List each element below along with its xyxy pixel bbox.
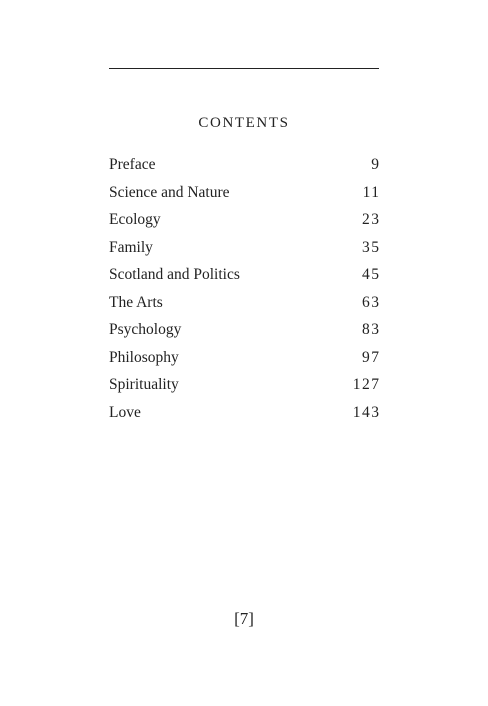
toc-entry-title: Science and Nature xyxy=(109,183,230,201)
toc-entry-page: 127 xyxy=(352,376,381,393)
toc-entry-love xyxy=(109,404,379,432)
toc-entry-page: 35 xyxy=(362,238,381,256)
toc-entry-ecology xyxy=(109,211,379,239)
toc-entry-title: Philosophy xyxy=(109,348,179,366)
toc-entry-page: 63 xyxy=(362,293,381,311)
toc-entry-family xyxy=(109,239,379,267)
toc-entry-page: 83 xyxy=(362,321,381,338)
toc-entry-the-arts xyxy=(109,294,379,322)
toc-entry-page: 23 xyxy=(362,211,381,228)
contents-heading: CONTENTS xyxy=(198,115,290,131)
toc-entry-scotland-and-politics xyxy=(109,266,379,294)
toc-entry-philosophy xyxy=(109,349,379,377)
toc-entry-title: Family xyxy=(109,238,153,256)
table-of-contents xyxy=(109,156,379,431)
toc-entry-page: 97 xyxy=(362,348,381,366)
top-rule xyxy=(109,68,379,69)
toc-entry-title: Love xyxy=(109,403,141,421)
toc-entry-science-and-nature xyxy=(109,184,379,212)
toc-entry-title: Spirituality xyxy=(109,376,179,393)
toc-entry-spirituality xyxy=(109,376,379,404)
toc-entry-title: Scotland and Politics xyxy=(109,266,240,283)
toc-entry-psychology xyxy=(109,321,379,349)
toc-entry-page: 11 xyxy=(362,183,381,201)
toc-entry-page: 45 xyxy=(362,266,381,283)
toc-entry-page: 143 xyxy=(352,403,381,421)
page-number: [7] xyxy=(234,609,254,628)
toc-entry-title: Ecology xyxy=(109,211,161,228)
toc-entry-title: Preface xyxy=(109,156,156,173)
toc-entry-page: 9 xyxy=(371,156,381,173)
toc-entry-preface xyxy=(109,156,379,184)
toc-entry-title: The Arts xyxy=(109,293,163,311)
toc-entry-title: Psychology xyxy=(109,321,182,338)
